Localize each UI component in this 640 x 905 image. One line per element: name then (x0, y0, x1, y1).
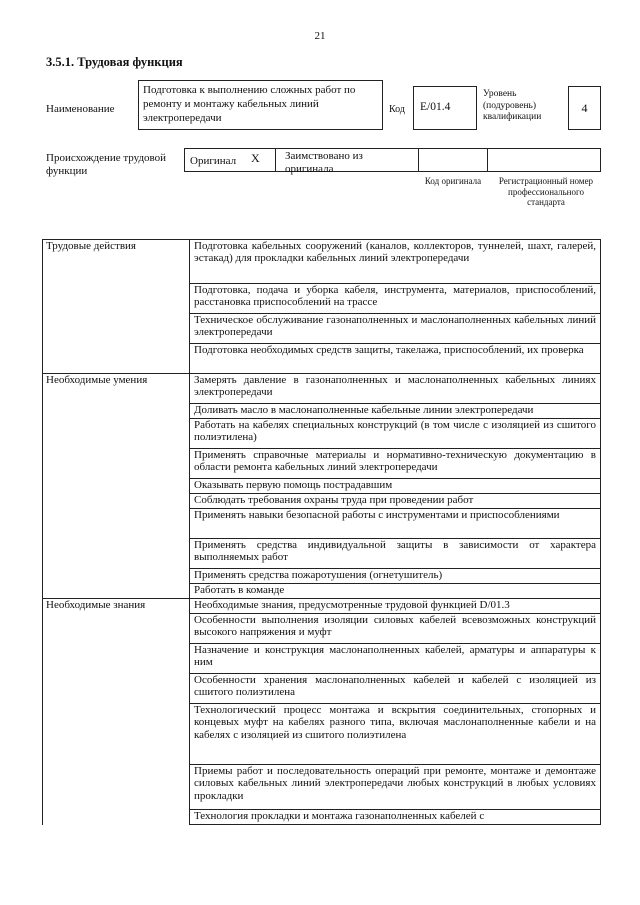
origin-divider-2 (418, 148, 419, 172)
section-title: 3.5.1. Трудовая функция (46, 55, 183, 69)
reg-caption: Регистрационный номер профессионального стандарта (498, 176, 594, 207)
table-row (43, 810, 601, 825)
section-heading: Необходимые знания (43, 599, 190, 614)
table-row (43, 449, 601, 479)
competency-table (42, 239, 601, 825)
borrowed-label: Заимствовано из оригинала (285, 150, 363, 175)
table-cell: Оказывать первую помощь пострадавшим (190, 479, 601, 494)
table-cell: Доливать масло в маслонаполненные кабельные линии электропередачи (190, 404, 601, 419)
table-cell: Технология прокладки и монтажа газонаполненных кабелей с (190, 810, 601, 825)
table-row (43, 614, 601, 644)
page-number: 21 (314, 30, 326, 42)
table-row (43, 344, 601, 374)
original-label: Оригинал (190, 155, 237, 167)
table-cell: Техническое обслуживание газонаполненных и маслонаполненных кабельных линий электропередачи (190, 314, 601, 344)
origin-divider-1 (275, 148, 276, 172)
table-row (43, 599, 601, 614)
table-cell: Подготовка, подача и уборка кабеля, инструмента, материалов, приспособлений, расстановка приспособлений на трассе (190, 284, 601, 314)
table-cell: Применять средства индивидуальной защиты в зависимости от характера выполняемых работ (190, 539, 601, 569)
table-cell: Необходимые знания, предусмотренные трудовой функцией D/01.3 (190, 599, 601, 614)
table-row (43, 644, 601, 674)
name-box (138, 80, 383, 130)
code-value: E/01.4 (420, 101, 451, 113)
table-cell: Применять навыки безопасной работы с инструментами и приспособлениями (190, 509, 601, 539)
table-row (43, 569, 601, 584)
table-cell: Особенности хранения маслонаполненных кабелей и кабелей с изоляцией из сшитого полиэтилена (190, 674, 601, 704)
level-box (568, 86, 601, 130)
table-cell: Особенности выполнения изоляции силовых кабелей всевозможных конструкций высокого напряжения и муфт (190, 614, 601, 644)
code-caption: Код оригинала (424, 176, 482, 186)
table-row (43, 539, 601, 569)
table-cell: Работать в команде (190, 584, 601, 599)
table-row (43, 284, 601, 314)
table-row (43, 674, 601, 704)
name-label: Наименование (46, 103, 115, 115)
origin-label: Происхождение трудовой функции (46, 152, 167, 177)
table-cell: Подготовка необходимых средств защиты, такелажа, приспособлений, их проверка (190, 344, 601, 374)
table-row (43, 704, 601, 765)
table-cell: Замерять давление в газонаполненных и маслонаполненных кабельных линиях электропередачи (190, 374, 601, 404)
table-cell: Применять средства пожаротушения (огнетушитель) (190, 569, 601, 584)
table-cell: Работать на кабелях специальных конструкций (в том числе с изоляцией из сшитого полиэтилена) (190, 419, 601, 449)
table-cell: Подготовка кабельных сооружений (каналов, коллекторов, туннелей, шахт, галерей, эстакад) для прокладки кабельных линий электропередачи (190, 240, 601, 284)
table-row (43, 494, 601, 509)
original-mark: X (251, 151, 260, 165)
table-row (43, 584, 601, 599)
table-cell: Применять справочные материалы и нормативно-техническую документацию в области ремонта кабельных линий электропередачи (190, 449, 601, 479)
section-heading: Необходимые умения (43, 374, 190, 404)
table-row (43, 240, 601, 284)
code-box (413, 86, 477, 130)
table-cell: Соблюдать требования охраны труда при проведении работ (190, 494, 601, 509)
section-heading: Трудовые действия (43, 240, 190, 284)
table-row (43, 765, 601, 810)
table-row (43, 419, 601, 449)
table-cell: Технологический процесс монтажа и вскрытия соединительных, стопорных и концевых муфт на кабелях разного типа, включая маслонаполненные кабели и на кабелях с изоляцией из сшитого полиэтилена (190, 704, 601, 765)
code-label: Код (389, 104, 405, 115)
table-cell: Назначение и конструкция маслонаполненных кабелей, арматуры и аппаратуры к ним (190, 644, 601, 674)
table-row (43, 314, 601, 344)
origin-divider-3 (487, 148, 488, 172)
name-value: Подготовка к выполнению сложных работ по ремонту и монтажу кабельных линий электропередачи (143, 84, 356, 124)
table-row (43, 509, 601, 539)
level-value: 4 (581, 101, 588, 115)
level-label: Уровень (подуровень) квалификации (483, 89, 542, 122)
table-row (43, 479, 601, 494)
table-cell: Приемы работ и последовательность операций при ремонте, монтаже и демонтаже силовых кабельных линий электропередачи любых конструкций в любых условиях прокладки (190, 765, 601, 810)
table-row (43, 374, 601, 404)
table-row (43, 404, 601, 419)
